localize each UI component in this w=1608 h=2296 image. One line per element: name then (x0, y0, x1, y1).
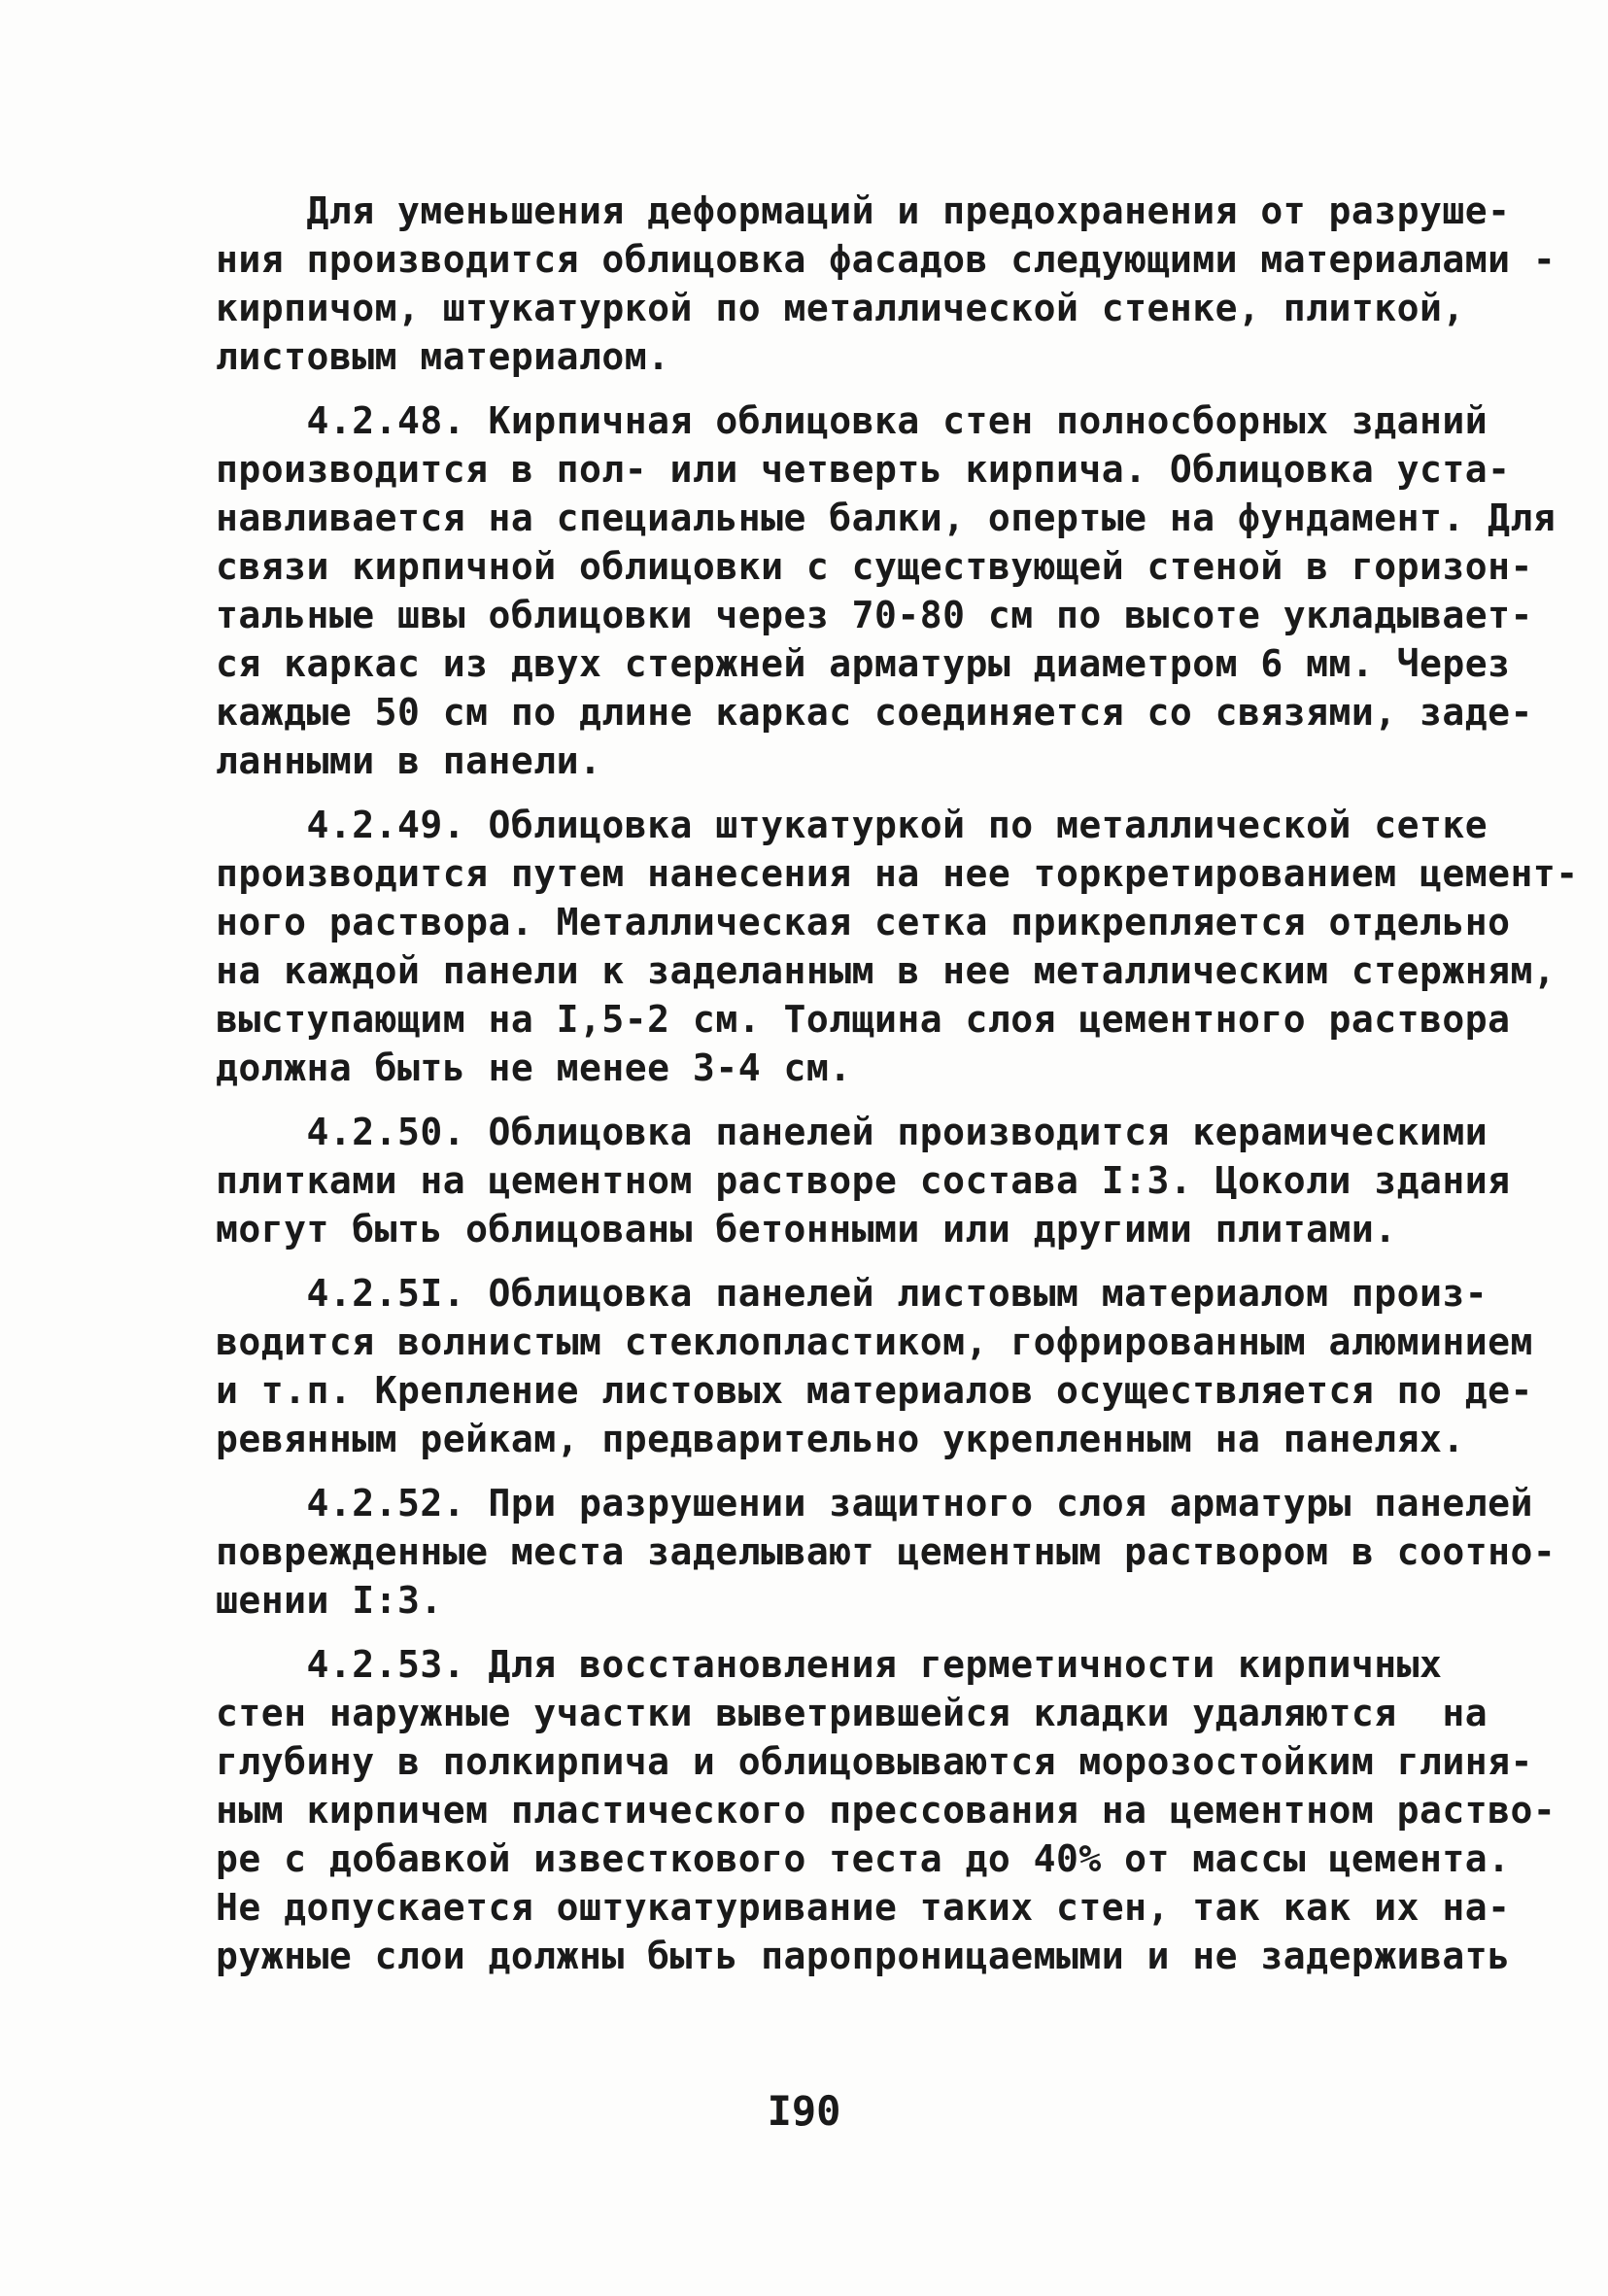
text-line: 4.2.5I. Облицовка панелей листовым материалом произ- (216, 1272, 1488, 1315)
text-line: тальные швы облицовки через 70-80 см по высоте укладывает- (216, 594, 1533, 636)
text-line: листовым материалом. (216, 335, 670, 378)
text-line: шении I:3. (216, 1579, 443, 1622)
text-line: выступающим на I,5-2 см. Толщина слоя цементного раствора (216, 998, 1511, 1041)
text-line: производится в пол- или четверть кирпича. Облицовка уста- (216, 448, 1511, 491)
text-line: ревянным рейкам, предварительно укрепленным на панелях. (216, 1418, 1465, 1460)
text-line: поврежденные места заделывают цементным раствором в соотно- (216, 1530, 1557, 1573)
text-line: ния производится облицовка фасадов следующими материалами - (216, 238, 1557, 281)
text-line: 4.2.50. Облицовка панелей производится керамическими (216, 1111, 1488, 1153)
text-line: ружные слои должны быть паропроницаемыми и не задерживать (216, 1935, 1511, 1977)
text-line: на каждой панели к заделанным в нее металлическим стержням, (216, 949, 1557, 992)
text-line: 4.2.49. Облицовка штукатуркой по металлической сетке (216, 804, 1488, 846)
text-line: 4.2.48. Кирпичная облицовка стен полносборных зданий (216, 399, 1488, 442)
text-line: связи кирпичной облицовки с существующей стеной в горизон- (216, 545, 1533, 588)
text-line: 4.2.52. При разрушении защитного слоя арматуры панелей (216, 1482, 1533, 1525)
text-line: и т.п. Крепление листовых материалов осуществляется по де- (216, 1369, 1533, 1412)
text-line: каждые 50 см по длине каркас соединяется со связями, заде- (216, 691, 1533, 734)
page-number: I90 (767, 2087, 841, 2135)
text-line: навливается на специальные балки, опертые на фундамент. Для (216, 497, 1557, 539)
text-line: ланными в панели. (216, 739, 602, 782)
text-line: могут быть облицованы бетонными или другими плитами. (216, 1208, 1397, 1251)
text-line: Не допускается оштукатуривание таких стен, так как их на- (216, 1886, 1511, 1929)
text-line: кирпичом, штукатуркой по металлической стенке, плиткой, (216, 287, 1465, 329)
text-line: Для уменьшения деформаций и предохранения от разруше- (216, 189, 1511, 232)
text-line: производится путем нанесения на нее торкретированием цемент- (216, 852, 1579, 895)
text-line: стен наружные участки выветрившейся кладки удаляются на (216, 1692, 1488, 1734)
text-line: ся каркас из двух стержней арматуры диаметром 6 мм. Через (216, 642, 1511, 685)
text-line: плитками на цементном растворе состава I:3. Цоколи здания (216, 1159, 1511, 1202)
text-line: 4.2.53. Для восстановления герметичности кирпичных (216, 1643, 1443, 1686)
text-line: ным кирпичем пластического прессования на цементном раство- (216, 1789, 1557, 1832)
text-line: глубину в полкирпича и облицовываются морозостойким глиня- (216, 1740, 1533, 1783)
text-line: должна быть не менее 3-4 см. (216, 1046, 852, 1089)
text-line: ре с добавкой известкового теста до 40% от массы цемента. (216, 1837, 1511, 1880)
text-line: ного раствора. Металлическая сетка прикрепляется отдельно (216, 901, 1511, 943)
text-line: водится волнистым стеклопластиком, гофрированным алюминием (216, 1320, 1533, 1363)
